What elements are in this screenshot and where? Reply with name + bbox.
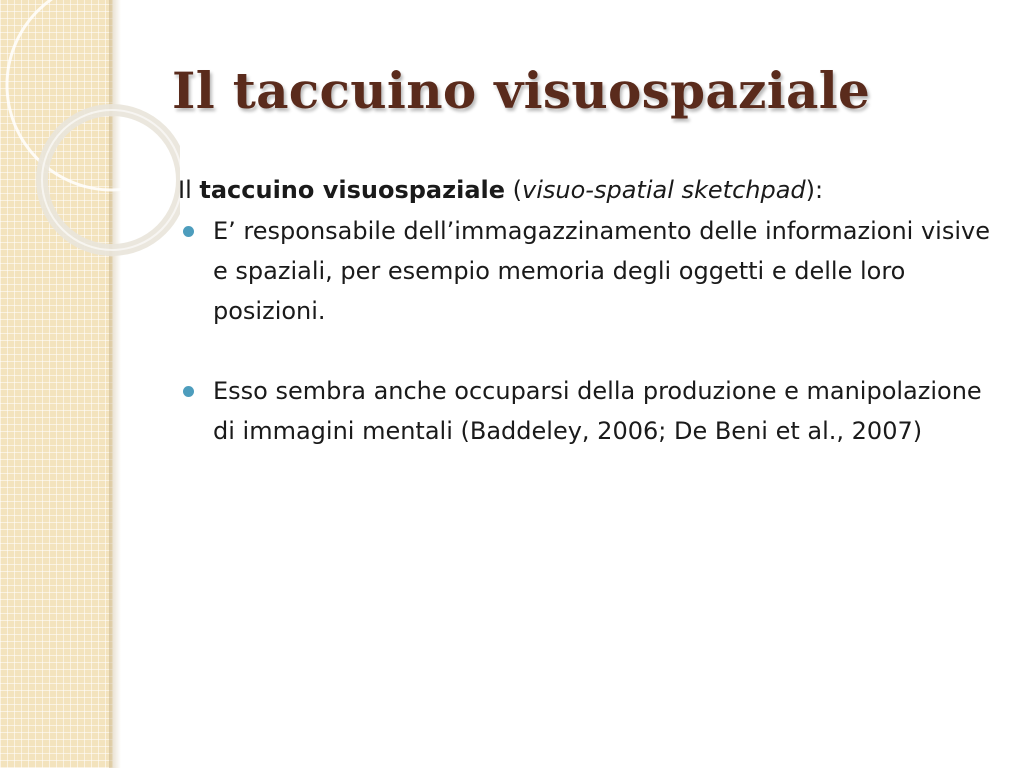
bullet-item: [178, 211, 993, 331]
bullet-text: Esso sembra anche occuparsi della produzione e manipolazione di immagini mentali (Baddeley, 2006; De Beni et al., 2007): [213, 377, 982, 445]
decorative-rings: [0, 0, 180, 260]
bullet-dot-icon: [183, 226, 194, 237]
bullet-dot-icon: [183, 386, 194, 397]
bullet-item: [178, 371, 993, 451]
intro-term: taccuino visuospaziale: [199, 176, 506, 204]
slide-content: [178, 170, 993, 491]
intro-paren-open: (: [505, 176, 523, 204]
decor-ring-top: [7, 0, 180, 190]
intro-paren-close: ):: [805, 176, 824, 204]
intro-english-term: visuo-spatial sketchpad: [522, 176, 806, 204]
bullet-list: [178, 211, 993, 451]
bullet-text: E’ responsabile dell’immagazzinamento delle informazioni visive e spaziali, per esempio memoria degli oggetti e delle loro posizioni.: [213, 217, 990, 325]
intro-prefix: Il: [178, 176, 200, 204]
intro-line: [178, 170, 993, 210]
slide-title: Il taccuino visuospaziale: [172, 61, 871, 120]
